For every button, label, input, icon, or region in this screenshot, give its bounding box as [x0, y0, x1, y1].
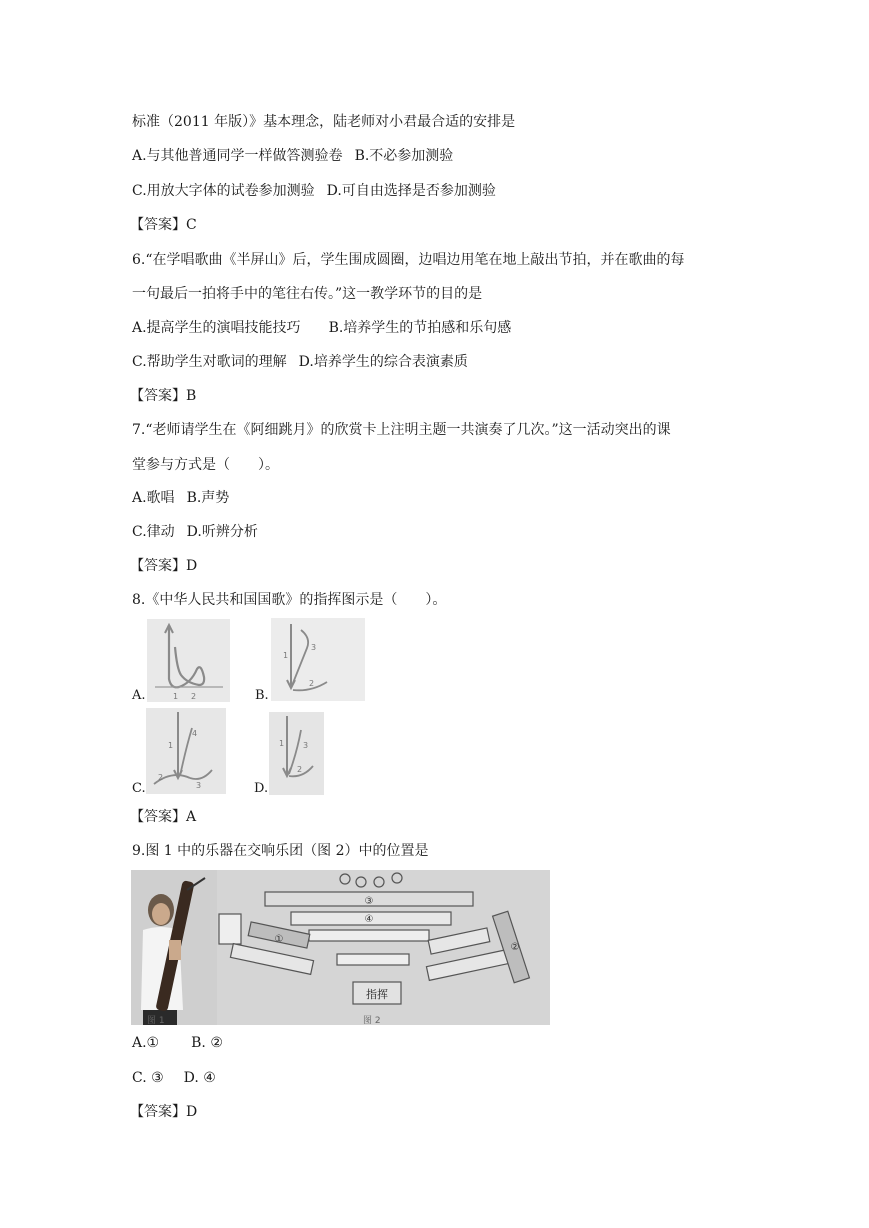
q9-label-4: ④	[364, 914, 374, 925]
q8-option-d-image	[269, 712, 324, 795]
q8-option-c-letter: C.	[132, 781, 146, 796]
q9-caption-1: 图 1	[147, 1016, 165, 1025]
q8-c-mark-1: 1	[168, 741, 174, 750]
q5-option-c: C.用放大字体的试卷参加测验	[132, 183, 315, 199]
q8-option-a-image	[147, 619, 230, 702]
q7-option-d: D.听辨分析	[186, 524, 258, 540]
q5-answer: 【答案】C	[130, 217, 197, 233]
q8-option-a-letter: A.	[132, 688, 146, 703]
q9-conductor-label: 指挥	[366, 988, 388, 1001]
q9-option-d: D. ④	[183, 1070, 216, 1086]
q9-option-c: C. ③	[132, 1070, 164, 1086]
q5-option-b: B.不必参加测验	[354, 148, 454, 164]
q6-options-row1	[132, 319, 511, 337]
q8-b-mark-1: 1	[283, 651, 289, 660]
q9-option-a: A.①	[132, 1035, 160, 1051]
q7-answer: 【答案】D	[130, 558, 198, 574]
q5-option-d: D.可自由选择是否参加测验	[326, 183, 496, 199]
q8-d-mark-2: 2	[297, 765, 303, 774]
q9-label-3: ③	[364, 896, 374, 907]
q5-stem-tail: 标准（2011 年版）》基本理念，陆老师对小君最合适的安排是	[132, 114, 516, 130]
q7-option-a: A.歌唱	[132, 490, 175, 506]
q7-option-c: C.律动	[132, 524, 175, 540]
q5-options-row1	[132, 147, 453, 165]
q7-option-b: B.声势	[186, 490, 230, 506]
q8-d-mark-1: 1	[279, 739, 285, 748]
q8-option-d-letter: D.	[254, 781, 269, 796]
q9-stem: 9.图 1 中的乐器在交响乐团（图 2）中的位置是	[132, 843, 429, 859]
q7-options-row1	[132, 489, 229, 507]
q9-options-row2	[132, 1069, 216, 1087]
q8-c-mark-3: 3	[196, 781, 202, 790]
q9-option-b: B. ②	[191, 1035, 223, 1051]
q6-stem-line1: 6.“在学唱歌曲《半屏山》后，学生围成圆圈，边唱边用笔在地上敲出节拍，并在歌曲的每	[132, 252, 685, 268]
q8-b-mark-2: 2	[309, 679, 315, 688]
q8-option-b-image	[271, 618, 365, 701]
q6-stem-line2: 一句最后一拍将手中的笔往右传。”这一教学环节的目的是	[132, 286, 483, 302]
q8-a-mark-2: 2	[191, 692, 197, 701]
q8-answer: 【答案】A	[130, 809, 197, 825]
q6-answer: 【答案】B	[130, 388, 197, 404]
q7-stem-line1: 7.“老师请学生在《阿细跳月》的欣赏卡上注明主题一共演奏了几次。”这一活动突出的课	[132, 422, 671, 438]
q7-options-row2	[132, 523, 258, 541]
q6-option-c: C.帮助学生对歌词的理解	[132, 354, 287, 370]
q5-options-row2	[132, 182, 496, 200]
q8-stem: 8.《中华人民共和国国歌》的指挥图示是（ ）。	[132, 592, 447, 608]
q6-option-a: A.提高学生的演唱技能技巧	[132, 320, 301, 336]
q8-option-b-letter: B.	[255, 688, 269, 703]
bassoon-player-photo	[131, 870, 217, 1025]
q8-b-mark-3: 3	[311, 643, 317, 652]
q6-options-row2	[132, 353, 468, 371]
q9-caption-2: 图 2	[363, 1016, 381, 1025]
q8-a-mark-1: 1	[173, 692, 179, 701]
q8-c-mark-4: 4	[192, 729, 198, 738]
q9-options-row1	[132, 1034, 223, 1052]
q6-option-d: D.培养学生的综合表演素质	[298, 354, 468, 370]
q5-option-a: A.与其他普通同学一样做答测验卷	[132, 148, 343, 164]
q7-stem-line2: 堂参与方式是（ ）。	[132, 457, 279, 473]
q9-label-2: ②	[510, 942, 520, 953]
q8-c-mark-2: 2	[158, 773, 164, 782]
q9-figure	[131, 870, 550, 1025]
q9-answer: 【答案】D	[130, 1104, 198, 1120]
q9-label-1: ①	[274, 934, 284, 945]
q8-option-c-image	[146, 708, 226, 794]
q8-d-mark-3: 3	[303, 741, 309, 750]
q6-option-b: B.培养学生的节拍感和乐句感	[328, 320, 512, 336]
